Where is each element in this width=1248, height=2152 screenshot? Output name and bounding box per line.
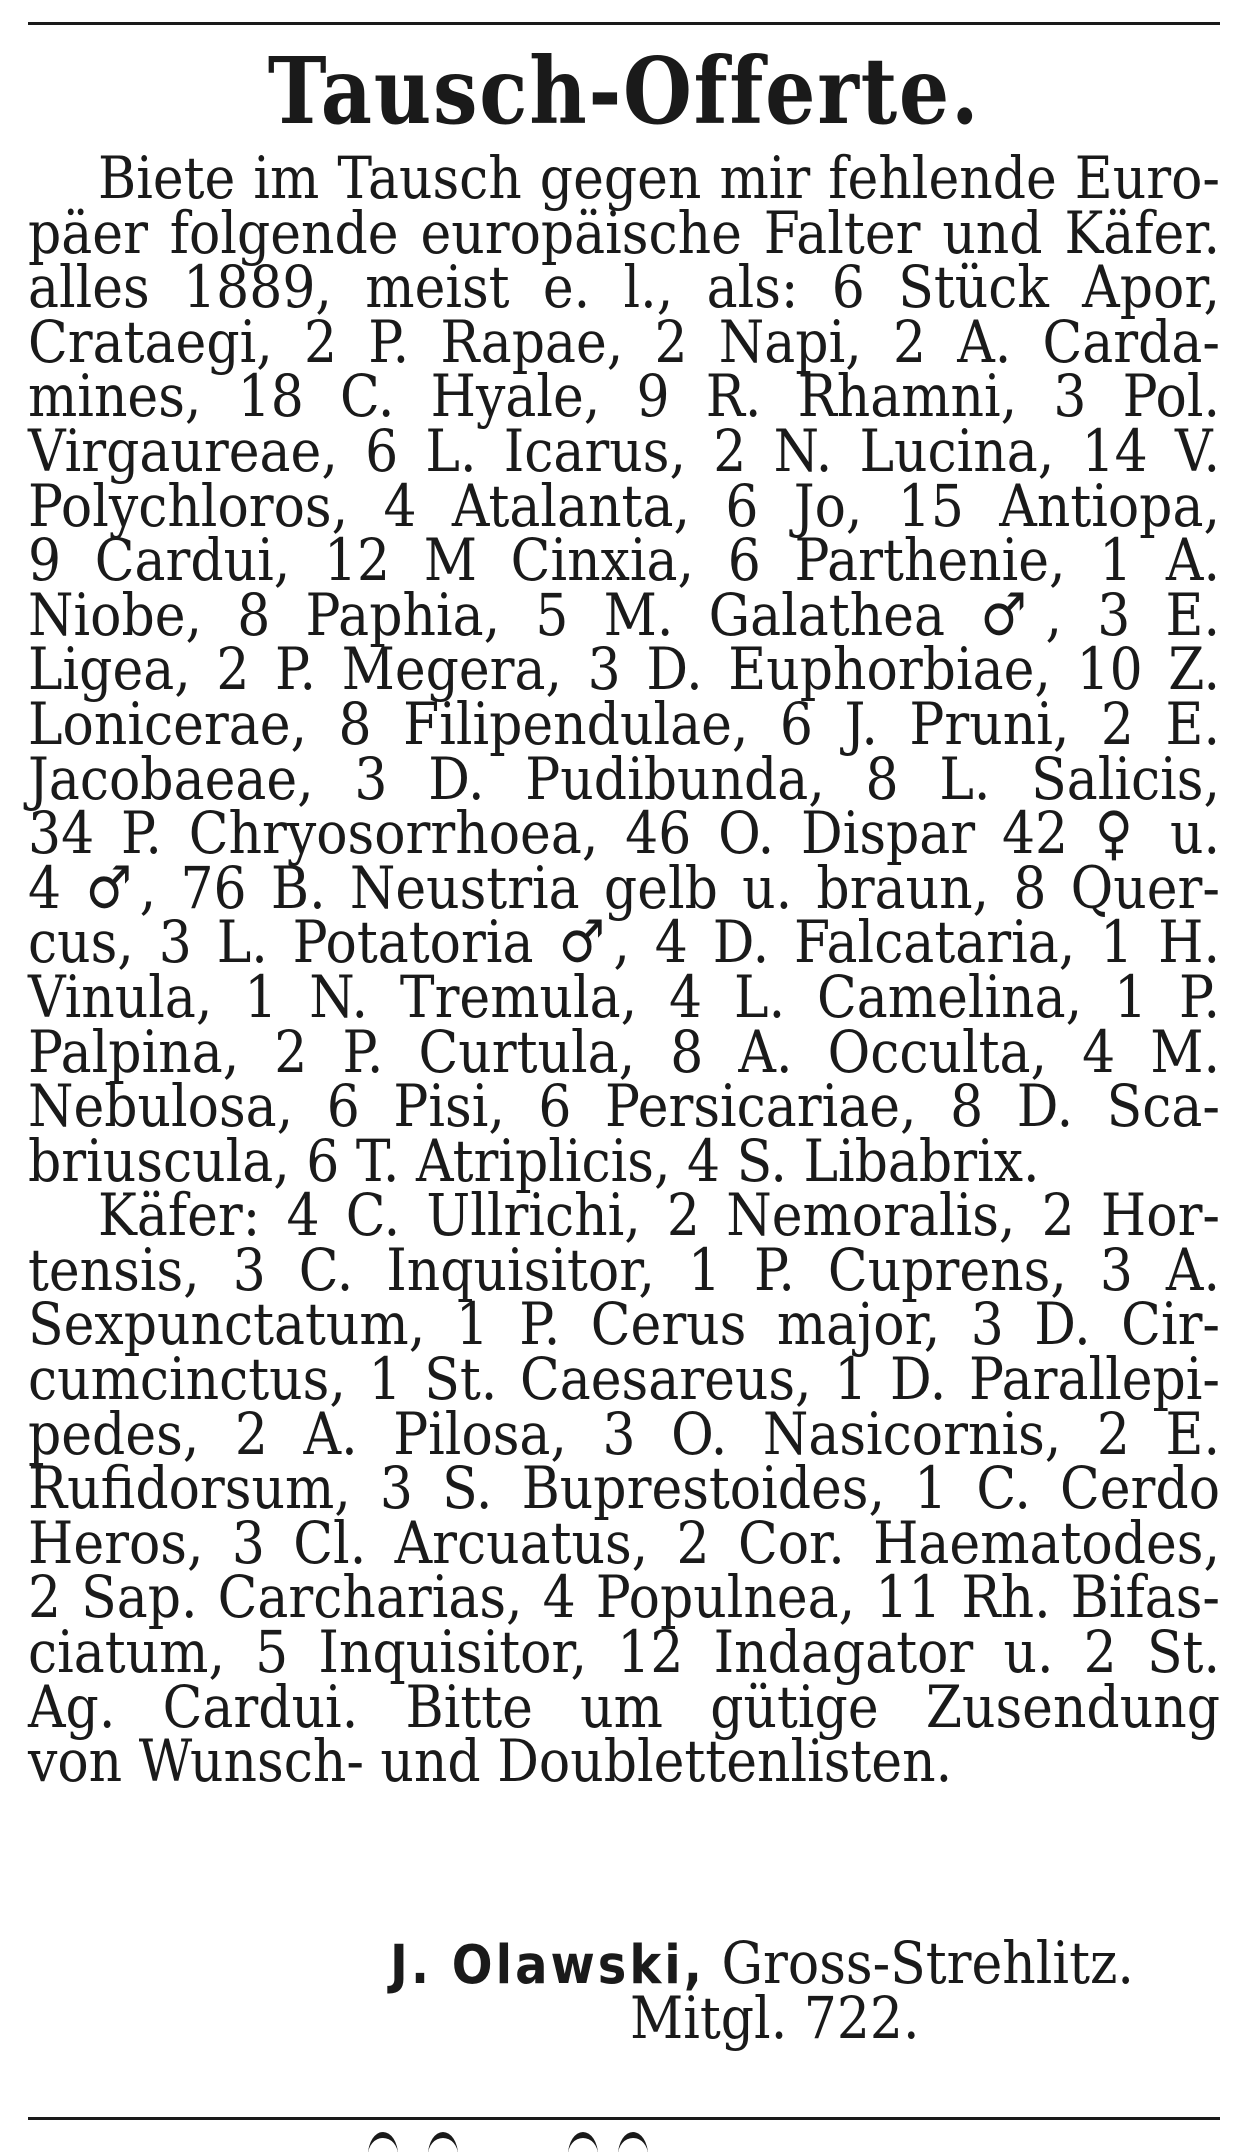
text-line: briuscula, 6 T. Atriplicis, 4 S. Libabrix. bbox=[28, 1128, 1040, 1196]
member-number: Mitgl. 722. bbox=[630, 1984, 920, 2053]
text-line: Palpina, 2 P. Curtula, 8 A. Occulta, 4 M. bbox=[28, 1018, 1220, 1087]
glyph-fragment bbox=[428, 2132, 458, 2152]
text-line: alles 1889, meist e. l., als: 6 Stück Apor, bbox=[28, 254, 1220, 322]
ad-body bbox=[28, 145, 1220, 1796]
text-line: Virgaureae, 6 L. Icarus, 2 N. Lucina, 14 V. bbox=[28, 418, 1220, 486]
text-line: Lonicerae, 8 Filipendulae, 6 J. Pruni, 2 E. bbox=[28, 691, 1220, 759]
text-line: Ag. Cardui. Bitte um gütige Zusendung bbox=[28, 1673, 1220, 1742]
paragraph-butterflies bbox=[28, 145, 1220, 1196]
signature-line bbox=[28, 1930, 1220, 1998]
top-rule bbox=[28, 22, 1220, 25]
text-line: mines, 18 C. Hyale, 9 R. Rhamni, 3 Pol. bbox=[28, 363, 1220, 431]
text-line: päer folgende europäische Falter und Käfer. bbox=[28, 199, 1220, 268]
glyph-fragment bbox=[568, 2132, 598, 2152]
newspaper-clipping bbox=[28, 0, 1220, 2152]
text-line: Vinula, 1 N. Tremula, 4 L. Camelina, 1 P. bbox=[28, 964, 1220, 1032]
text-line: Ligea, 2 P. Megera, 3 D. Euphorbiae, 10 Z. bbox=[28, 636, 1220, 704]
text-line: pedes, 2 A. Pilosa, 3 O. Nasicornis, 2 E. bbox=[28, 1401, 1220, 1469]
next-ad-fragment bbox=[368, 2128, 808, 2152]
ad-title: Tausch-Offerte. bbox=[267, 37, 981, 145]
text-line: tensis, 3 C. Inquisitor, 1 P. Cuprens, 3 A. bbox=[28, 1237, 1220, 1305]
text-line: Niobe, 8 Paphia, 5 M. Galathea ♂, 3 E. bbox=[28, 582, 1220, 650]
signature-name: J. Olawski, bbox=[390, 1933, 705, 1997]
paragraph-beetles bbox=[28, 1182, 1220, 1796]
bottom-rule bbox=[28, 2117, 1220, 2120]
text-line: Crataegi, 2 P. Rapae, 2 Napi, 2 A. Carda- bbox=[28, 309, 1220, 377]
text-line: Heros, 3 Cl. Arcuatus, 2 Cor. Haematodes, bbox=[28, 1510, 1220, 1578]
text-line: cus, 3 L. Potatoria ♂, 4 D. Falcataria, 1 H. bbox=[28, 909, 1220, 977]
text-line: Polychloros, 4 Atalanta, 6 Jo, 15 Antiopa, bbox=[28, 472, 1220, 541]
signature-block bbox=[28, 1930, 1220, 2053]
text-line: Nebulosa, 6 Pisi, 6 Persicariae, 8 D. Sca- bbox=[28, 1073, 1220, 1141]
text-line: Sexpunctatum, 1 P. Cerus major, 3 D. Cir- bbox=[28, 1291, 1220, 1360]
text-line: Biete im Tausch gegen mir fehlende Euro- bbox=[98, 145, 1220, 213]
text-line: Käfer: 4 C. Ullrichi, 2 Nemoralis, 2 Hor- bbox=[98, 1182, 1220, 1250]
text-line: Rufidorsum, 3 S. Buprestoides, 1 C. Cerdo bbox=[28, 1455, 1220, 1523]
glyph-fragment bbox=[368, 2132, 398, 2152]
glyph-fragment bbox=[618, 2132, 648, 2152]
text-line: 2 Sap. Carcharias, 4 Populnea, 11 Rh. Bifas- bbox=[28, 1564, 1220, 1633]
text-line: 34 P. Chryosorrhoea, 46 O. Dispar 42 ♀ u. bbox=[28, 800, 1220, 868]
text-line: von Wunsch- und Doublettenlisten. bbox=[28, 1728, 953, 1796]
text-line: ciatum, 5 Inquisitor, 12 Indagator u. 2 St. bbox=[28, 1619, 1220, 1687]
text-line: Jacobaeae, 3 D. Pudibunda, 8 L. Salicis, bbox=[28, 745, 1220, 814]
signature-place: Gross-Strehlitz. bbox=[721, 1930, 1134, 1998]
text-line: cumcinctus, 1 St. Caesareus, 1 D. Parallepi- bbox=[28, 1346, 1220, 1414]
text-line: 9 Cardui, 12 M Cinxia, 6 Parthenie, 1 A. bbox=[28, 527, 1220, 595]
text-line: 4 ♂, 76 B. Neustria gelb u. braun, 8 Quer- bbox=[28, 855, 1220, 923]
